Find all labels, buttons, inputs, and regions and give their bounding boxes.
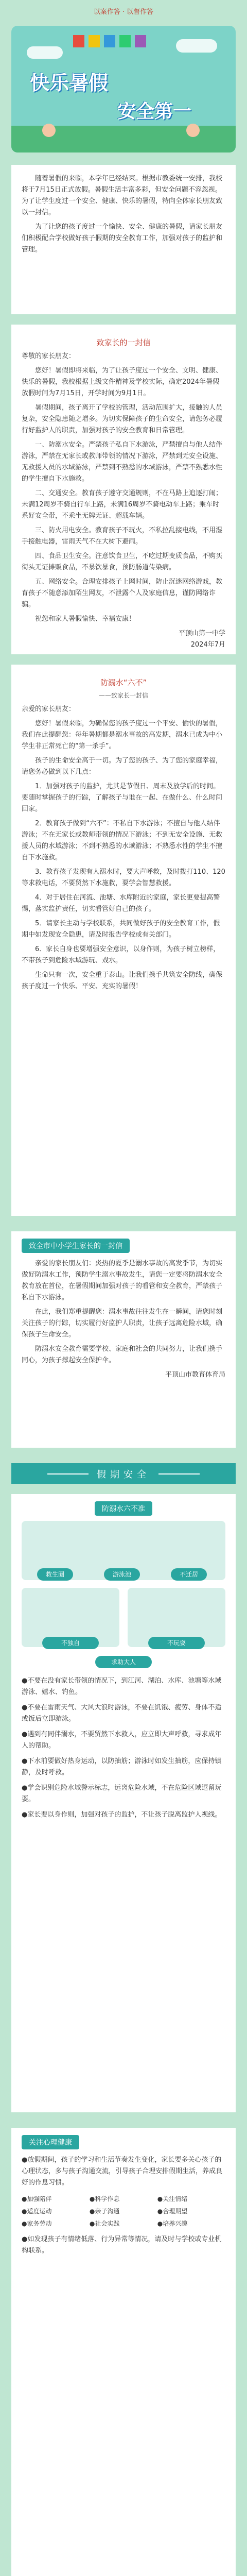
cloud-shape bbox=[176, 39, 217, 53]
breadcrumb bbox=[0, 6, 247, 16]
letter-sign-school: 平顶山第一中学 bbox=[178, 630, 225, 637]
mental-item: ●加强陪伴 bbox=[22, 2195, 52, 2202]
flag-icon bbox=[73, 35, 84, 47]
prevent-card bbox=[11, 665, 236, 1216]
water-tip: ●不要在没有家长带领的情况下，到江河、湖泊、水库、池塘等水域游泳、嬉水、钓鱼。 bbox=[22, 1677, 222, 1696]
child-icon bbox=[42, 124, 56, 137]
prevent-paragraph: 您好！暑假来临，为确保您的孩子度过一个平安、愉快的暑假，我们在此提醒您：每年暑期都是溺水事故的高发期，溺水已成为中小学生非正常死亡的“第一杀手”。 bbox=[22, 720, 223, 750]
flag-icon bbox=[89, 35, 100, 47]
crumb-2[interactable]: 以督作答 bbox=[127, 8, 154, 16]
water-illustrations bbox=[22, 1521, 225, 1675]
label-badge: 求助大人 bbox=[95, 1656, 152, 1668]
label-badge: 不迁居 bbox=[171, 1568, 207, 1581]
mental-outro: ●如发现孩子有情绪低落、行为异常等情况，请及时与学校或专业机构联系。 bbox=[22, 2235, 222, 2255]
prevent-paragraph: 4．对于居住在河流、池塘、水库附近的家庭，家长更要提高警惕，落实监护责任，切实看管好自己的孩子。 bbox=[22, 894, 220, 913]
band-line bbox=[158, 1473, 200, 1475]
crumb-sep: · bbox=[122, 8, 125, 16]
letter-paragraph: 您好！暑假即将来临，为了让孩子度过一个安全、文明、健康、快乐的暑假，我校根据上级文件精神及学校实际，确定2024年暑假放假时间为7月15日，开学时间为9月1日。 bbox=[22, 367, 223, 397]
water-heading: 防溺水六不准 bbox=[95, 1501, 152, 1516]
intro-card bbox=[11, 165, 236, 314]
letter-sign-date: 2024年7月 bbox=[190, 641, 225, 649]
hero-banner bbox=[11, 26, 236, 152]
mental-item: ●社会实践 bbox=[89, 2220, 120, 2227]
letter-paragraph: 暑假期间，孩子离开了学校的管理，活动范围扩大，接触的人员复杂，安全隐患随之增多。为切实保障孩子的生命安全，请您务必履行好监护人的职责，加强对孩子的安全教育和日常管理。 bbox=[22, 404, 223, 434]
label-badge: 游泳池 bbox=[104, 1568, 140, 1581]
label-badge: 不独自 bbox=[42, 1637, 99, 1649]
prevent-paragraph: 3．教育孩子发现有人溺水时，要大声呼救，及时拨打110、120等求救电话，不要贸然下水施救，要学会智慧救援。 bbox=[22, 868, 225, 887]
letter2-paragraph: 防溺水安全教育需要学校、家庭和社会的共同努力，让我们携手同心，为孩子撑起安全保护伞。 bbox=[22, 1345, 223, 1364]
prevent-paragraph: 5．请家长主动与学校联系，共同做好孩子的安全教育工作，假期中如发现安全隐患，请及时报告学校或有关部门。 bbox=[22, 920, 220, 939]
water-tip: ●家长要以身作则，加强对孩子的监护，不让孩子脱离监护人视线。 bbox=[22, 1811, 222, 1819]
water-card bbox=[11, 1494, 236, 2112]
mental-intro: ●放假期间，孩子的学习和生活节奏发生变化，家长要多关心孩子的心理状态，多与孩子沟通交流，引导孩子合理安排假期生活，养成良好的作息习惯。 bbox=[22, 2156, 223, 2187]
prevent-paragraph: 生命只有一次，安全重于泰山。让我们携手共筑安全防线，确保孩子度过一个快乐、平安、充实的暑假！ bbox=[22, 971, 223, 990]
mental-item: ●亲子沟通 bbox=[89, 2208, 120, 2215]
mental-item: ●科学作息 bbox=[89, 2195, 120, 2202]
hero-title-2: 安全第一 bbox=[117, 101, 192, 122]
mental-item: ●关注情绪 bbox=[157, 2195, 188, 2202]
letter-paragraph: 三、防火用电安全。教育孩子不玩火，不私拉乱接电线，不用湿手接触电器，雷雨天气不在大树下避雨。 bbox=[22, 527, 223, 546]
crumb-1[interactable]: 以案作答 bbox=[93, 8, 120, 16]
flag-icon bbox=[119, 35, 131, 47]
letter-paragraph: 五、网络安全。合理安排孩子上网时间，防止沉迷网络游戏，教育孩子不随意添加陌生网友，不泄露个人及家庭信息，谨防网络诈骗。 bbox=[22, 578, 223, 608]
letter-paragraph: 二、交通安全。教育孩子遵守交通规则，不在马路上追逐打闹；未满12周岁不骑自行车上路，未满16周岁不骑电动车上路；乘车时系好安全带，不乘坐无牌无证、超载车辆。 bbox=[22, 489, 223, 520]
child-icon bbox=[186, 124, 200, 137]
letter2-sign: 平顶山市教育体育局 bbox=[165, 1371, 225, 1379]
letter-paragraph: 一、防溺水安全。严禁孩子私自下水游泳，严禁擅自与他人结伴游泳，严禁在无家长或教师带领的情况下游泳，严禁到无安全设施、无救援人员的水域游泳，严禁到不熟悉的水域游泳，严禁不熟悉水性的学生擅自下水施救。 bbox=[22, 441, 223, 483]
intro-paragraph: 随着暑假的来临，本学年已经结束。根据市教委统一安排，我校将于7月15日正式放假。暑假生活丰富多彩，但安全问题不容忽视。为了让学生度过一个安全、健康、快乐的暑假，特向全体家长朋友致以一封信。 bbox=[22, 175, 223, 216]
prevent-paragraph: 2．教育孩子做到“六不”：不私自下水游泳；不擅自与他人结伴游泳；不在无家长或教师带领的情况下游泳；不到无安全设施、无救援人员的水域游泳；不到不熟悉的水域游泳；不熟悉水性的学生不擅自下水施救。 bbox=[22, 820, 223, 861]
prevent-title: 防溺水“六不” bbox=[100, 678, 147, 687]
mental-grid bbox=[22, 2193, 225, 2230]
prevent-paragraph: 1．加强对孩子的监护，尤其是节假日、周末及放学后的时间。要随时掌握孩子的行踪，了解孩子与谁在一起、在做什么、什么时间回家。 bbox=[22, 783, 223, 813]
mental-item: ●家务劳动 bbox=[22, 2220, 52, 2227]
water-tip: ●学会识别危险水域警示标志，远离危险水域，不在危险区域逗留玩耍。 bbox=[22, 1784, 222, 1803]
letter-closing: 祝您和家人暑假愉快、幸福安康！ bbox=[35, 615, 136, 623]
letter-salutation: 尊敬的家长朋友： bbox=[22, 352, 76, 360]
letter-paragraph: 四、食品卫生安全。注意饮食卫生，不吃过期变质食品，不购买街头无证摊贩食品，不暴饮暴食，预防肠道传染病。 bbox=[22, 552, 223, 571]
safety-band bbox=[11, 1463, 236, 1484]
flag-icon bbox=[104, 35, 115, 47]
water-tip: ●遇到有同伴溺水，不要贸然下水救人，应立即大声呼救，寻求成年人的帮助。 bbox=[22, 1731, 222, 1750]
prevent-subtitle: ——致家长一封信 bbox=[98, 692, 148, 699]
intro-paragraph: 为了让您的孩子度过一个愉快、安全、健康的暑假，请家长朋友们积极配合学校做好孩子假期的安全教育工作，加强对孩子的监护和管理。 bbox=[22, 223, 223, 253]
label-badge: 不玩耍 bbox=[148, 1637, 205, 1649]
letter2-paragraph: 亲爱的家长朋友们：炎热的夏季是溺水事故的高发季节，为切实做好防溺水工作，预防学生溺水事故发生，请您一定要将防溺水安全教育放在首位，在暑假期间加强对孩子的看管和安全教育，严禁孩子私自下水游泳。 bbox=[22, 1260, 223, 1301]
flag-icon bbox=[135, 35, 146, 47]
letter-title: 致家长的一封信 bbox=[96, 338, 151, 347]
mental-item: ●适度运动 bbox=[22, 2208, 52, 2215]
prevent-paragraph: 孩子的生命安全高于一切。为了您的孩子、为了您的家庭幸福，请您务必做到以下几点： bbox=[22, 757, 223, 776]
label-badge: 救生圈 bbox=[37, 1568, 73, 1581]
water-tip: ●下水前要做好热身运动，以防抽筋；游泳时如发生抽筋，应保持镇静，及时呼救。 bbox=[22, 1757, 222, 1776]
hero-title-1: 快乐暑假 bbox=[30, 72, 109, 94]
prevent-paragraph: 6．家长自身也要增强安全意识，以身作则，为孩子树立榜样，不带孩子到危险水域游玩、戏水。 bbox=[22, 945, 220, 964]
mental-heading: 关注心理健康 bbox=[22, 2135, 79, 2149]
mental-item: ●合理期望 bbox=[157, 2208, 188, 2215]
prevent-salutation: 亲爱的家长朋友： bbox=[22, 705, 76, 713]
mental-card bbox=[11, 2128, 236, 2576]
water-tip: ●不要在雷雨天气、大风大浪时游泳，不要在饥饿、疲劳、身体不适或饭后立即游泳。 bbox=[22, 1704, 222, 1723]
band-label: 假期安全 bbox=[97, 1469, 150, 1480]
cloud-shape bbox=[27, 46, 63, 59]
letter2-title: 致全市中小学生家长的一封信 bbox=[22, 1239, 130, 1253]
letter-card bbox=[11, 325, 236, 654]
letter2-paragraph: 在此，我们郑重提醒您：溺水事故往往发生在一瞬间，请您时刻关注孩子的行踪，切实履行好监护人职责，让孩子远离危险水域，确保孩子生命安全。 bbox=[22, 1308, 223, 1338]
mental-item: ●培养兴趣 bbox=[157, 2220, 188, 2227]
letter2-card bbox=[11, 1231, 236, 1448]
